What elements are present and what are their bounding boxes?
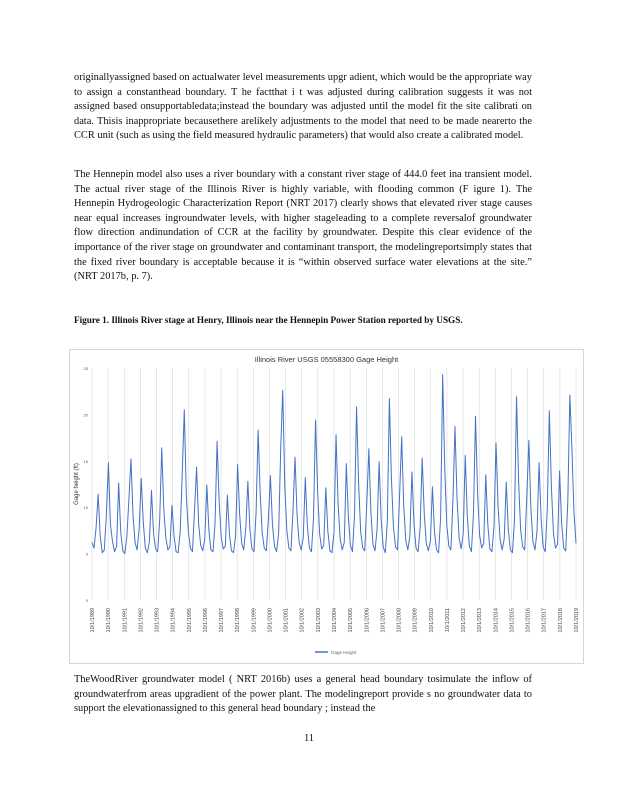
x-tick-label: 10/1/2001 (283, 608, 290, 633)
paragraph-boundary-calibration: originallyassigned based on actualwater level measurements upgr adient, which would be the appropriate way to assign a constanthead boundary. T he factthat i t was adjusted during calibration suggests it was not assigned based onsupportabledata;instead the boundary was adjusted until the model fit the site calibrati on data. Thisis inappropriate becausethere arelikely adjustments to the model that need to be made nearerto the CCR unit (such as using the field measured hydraulic parameters) that would also create a calibrated model. (74, 72, 532, 142)
chart-title: Illinois River USGS 05558300 Gage Height (254, 355, 399, 364)
x-tick-label: 10/1/2000 (267, 608, 274, 633)
page-number: 11 (303, 733, 315, 744)
river-stage-chart (69, 349, 584, 664)
x-tick-label: 10/1/2011 (444, 608, 451, 633)
x-tick-label: 10/1/1999 (251, 608, 258, 633)
x-tick-label: 10/1/2009 (412, 608, 419, 633)
river-stage-chart-svg (70, 350, 583, 663)
y-tick-label: 20 (83, 412, 88, 418)
figure-caption: Figure 1. Illinois River stage at Henry, Illinois near the Hennepin Power Station reported by USGS. (74, 315, 463, 325)
x-tick-label: 10/1/1995 (186, 608, 193, 633)
x-tick-label: 10/1/2015 (509, 608, 516, 633)
y-tick-label: 0 (85, 598, 88, 603)
x-tick-label: 10/1/2018 (557, 608, 564, 633)
paragraph-hennepin-river-boundary: The Hennepin model also uses a river boundary with a constant river stage of 444.0 feet ina transient model. The actual river stage of the Illinois River is highly variable, with flooding common (F igure 1). The Hennepin Hydrogeologic Characterization Report (NRT 2017) clearly shows that elevated river stage causes near equal increases ingroundwater levels, with higher stageleading to a complete reversalof groundwater flow direction andinundation of CCR at the facility by groundwater. Despite this clear evidence of the importance of the river stage on groundwater and contaminant transport, the modelingreportsimply states that the fixed river boundary is acceptable because it is “within observed surface water elevations at the site.” (NRT 2017b, p. 7). (74, 169, 532, 283)
x-tick-label: 10/1/1993 (154, 608, 161, 633)
legend-label: Gage Height (331, 650, 357, 655)
x-tick-label: 10/1/1992 (138, 608, 145, 633)
x-tick-label: 10/1/2010 (428, 608, 435, 633)
x-tick-label: 10/1/2013 (477, 608, 484, 633)
x-tick-label: 10/1/2003 (315, 608, 322, 633)
x-tick-label: 10/1/2004 (332, 608, 338, 633)
y-axis-label: Gage height (ft) (74, 463, 80, 505)
x-tick-label: 10/1/2019 (574, 608, 580, 633)
x-tick-label: 10/1/2006 (364, 608, 371, 633)
y-tick-label: 15 (83, 458, 88, 464)
x-tick-label: 10/1/2002 (299, 608, 306, 633)
x-tick-label: 10/1/2012 (461, 608, 468, 633)
x-tick-label: 10/1/2016 (525, 608, 532, 633)
x-tick-label: 10/1/1994 (170, 608, 177, 633)
x-tick-label: 10/1/2005 (348, 608, 355, 633)
y-tick-label: 25 (83, 366, 88, 371)
x-tick-label: 10/1/1991 (122, 608, 129, 633)
y-tick-label: 5 (85, 551, 88, 557)
x-tick-label: 10/1/1998 (235, 608, 242, 633)
x-tick-label: 10/1/2017 (541, 608, 548, 633)
x-tick-label: 10/1/1990 (106, 608, 113, 633)
x-tick-label: 10/1/2008 (396, 608, 403, 633)
x-tick-label: 10/1/1996 (202, 608, 209, 633)
x-tick-label: 10/1/2007 (380, 608, 387, 633)
y-tick-label: 10 (83, 505, 88, 511)
paragraph-woodriver-model: TheWoodRiver groundwater model ( NRT 2016b) uses a general head boundary tosimulate the inflow of groundwaterfrom areas upgradient of the power plant. The modelingreport provide s no groundwater data to support the elevationassigned to this general head boundary ; instead the (74, 674, 532, 715)
x-tick-label: 10/1/2014 (493, 608, 500, 633)
x-tick-label: 10/1/1989 (90, 608, 96, 633)
x-tick-label: 10/1/1997 (219, 608, 226, 633)
